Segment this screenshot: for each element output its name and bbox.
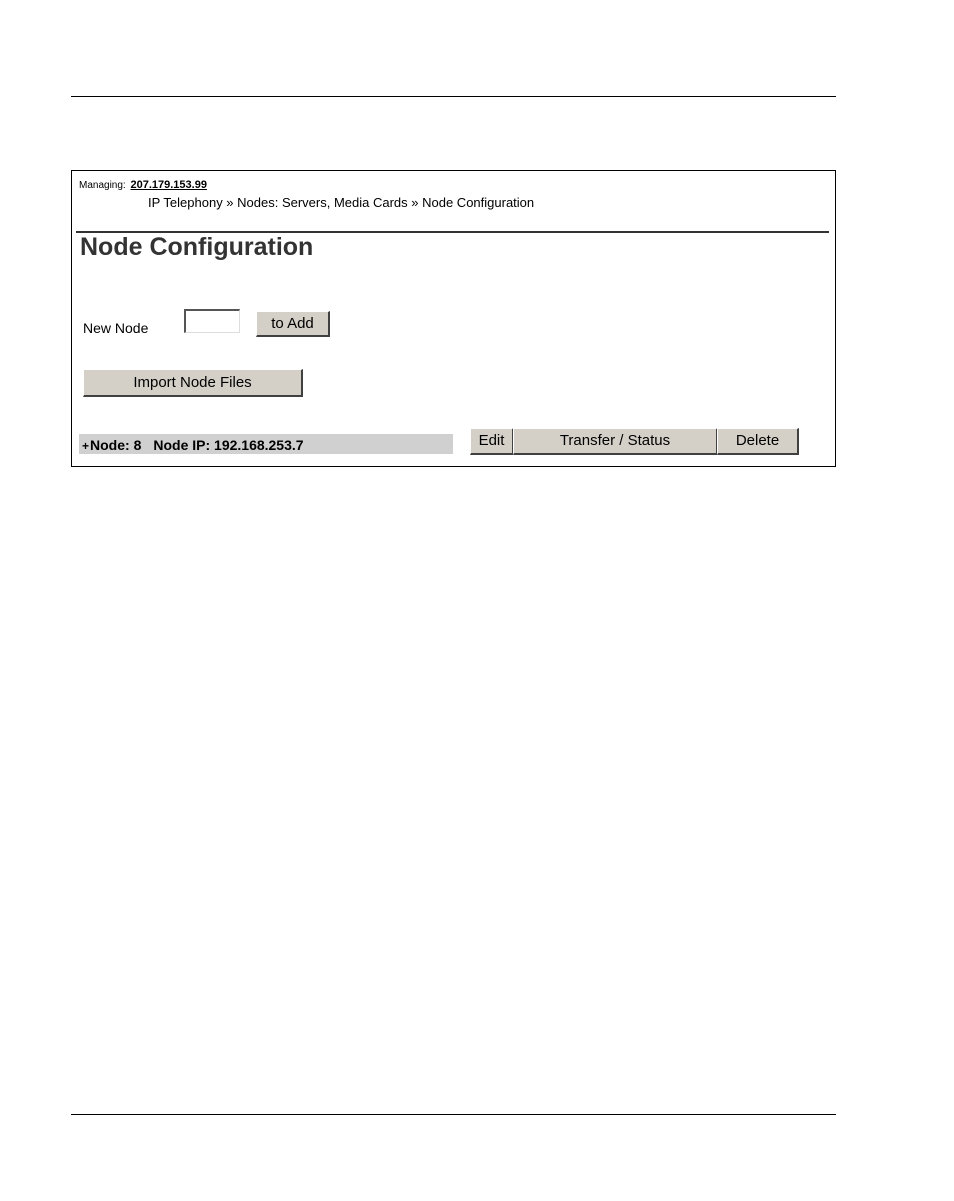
node-configuration-panel	[71, 170, 836, 467]
managing-line	[79, 179, 207, 191]
page-bottom-rule	[71, 1114, 836, 1115]
expand-node-toggle[interactable]: +	[82, 439, 90, 453]
page-top-rule	[71, 96, 836, 97]
node-ip: Node IP: 192.168.253.7	[153, 437, 304, 453]
add-node-button[interactable]: to Add	[256, 311, 330, 337]
page-title: Node Configuration	[80, 233, 314, 261]
edit-node-button[interactable]: Edit	[470, 428, 514, 455]
breadcrumb: IP Telephony » Nodes: Servers, Media Cards » Node Configuration	[148, 195, 535, 210]
import-node-files-button[interactable]: Import Node Files	[83, 369, 303, 397]
managing-label: Managing:	[79, 180, 126, 191]
new-node-input[interactable]	[184, 309, 240, 333]
delete-node-button[interactable]: Delete	[717, 428, 799, 455]
managing-ip-link[interactable]: 207.179.153.99	[130, 179, 207, 191]
node-number: Node: 8	[90, 437, 142, 453]
node-row	[79, 434, 453, 454]
transfer-status-button[interactable]: Transfer / Status	[513, 428, 718, 455]
new-node-label: New Node	[83, 320, 149, 336]
